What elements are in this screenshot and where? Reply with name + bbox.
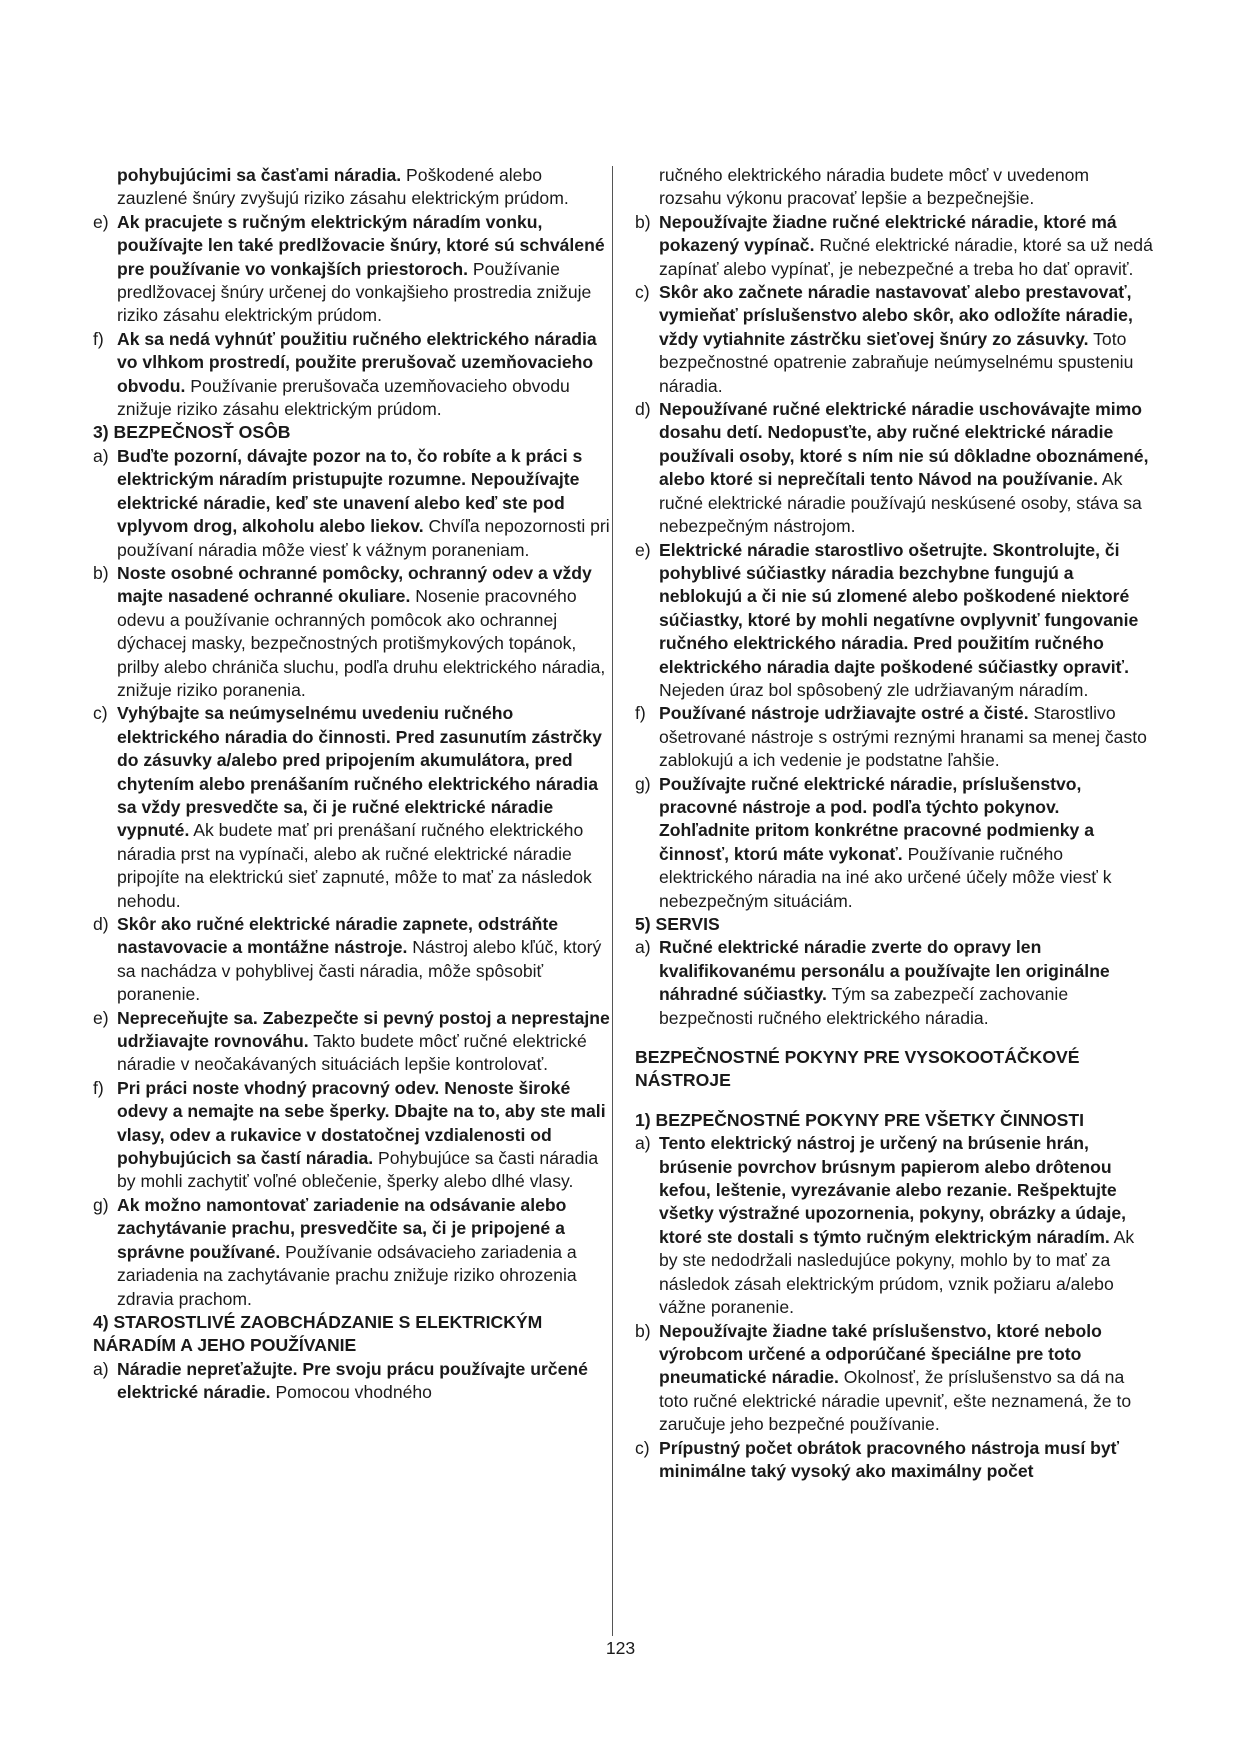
item-label: g): [635, 773, 651, 794]
list-item: [93, 1007, 613, 1077]
item-bold-text: Vyhýbajte sa neúmyselnému uvedeniu ručného elektrického náradia do činnosti. Pred zasunutím zástrčky do zásuvky a/alebo pred pripojením akumulátora, pred chytením alebo prenášaním ručného elektrického náradia sa vždy presvedčte sa, či je ručné elektrické náradie vypnuté.: [117, 703, 602, 841]
list-item: [635, 1320, 1155, 1437]
item-text: Ak ručné elektrické náradie používajú neskúsené osoby, stáva sa nebezpečným nástrojom.: [659, 469, 1142, 537]
item-bold-text: Prípustný počet obrátok pracovného nástroja musí byť minimálne taký vysoký ako maximálny počet: [659, 1437, 1120, 1481]
item-label: f): [93, 1077, 104, 1098]
item-text: Pohybujúce sa časti náradia by mohli zachytiť voľné oblečenie, šperky alebo dlhé vlasy.: [117, 1148, 599, 1192]
list-item: [93, 1194, 613, 1311]
list-item: [93, 445, 613, 562]
item-text: Okolnosť, že príslušenstvo sa dá na toto ručné elektrické náradie upevniť, ešte neznamená, že to zaručuje jeho bezpečné používanie.: [659, 1367, 1132, 1435]
item-text: Takto budete môcť ručné elektrické náradie v neočakávaných situáciách lepšie kontrolovať.: [117, 1031, 587, 1075]
list-item: [635, 1437, 1155, 1484]
list-item: [93, 164, 613, 211]
item-text: Toto bezpečnostné opatrenie zabraňuje neúmyselnému spusteniu náradia.: [659, 328, 1134, 396]
item-bold-text: Nepreceňujte sa. Zabezpečte si pevný postoj a neprestajne udržiavajte rovnováhu.: [117, 1007, 610, 1052]
item-text: Tým sa zabezpečí zachovanie bezpečnosti ručného elektrického náradia.: [659, 984, 1069, 1028]
list-item: [93, 328, 613, 422]
item-bold-text: Noste osobné ochranné pomôcky, ochranný odev a vždy majte nasadené ochranné okuliare.: [117, 562, 592, 607]
item-text: ručného elektrického náradia budete môcť v uvedenom rozsahu výkonu pracovať lepšie a bezpečnejšie.: [659, 165, 1090, 209]
item-bold-text: Tento elektrický nástroj je určený na brúsenie hrán, brúsenie povrchov brúsnym papierom alebo drôtenou kefou, leštenie, vyrezávanie alebo rezanie. Rešpektujte všetky výstražné upozornenia, pokyny, obrázky a údaje, ktoré ste dostali s týmto ručným elektrickým náradím.: [659, 1133, 1127, 1247]
list-item: [635, 539, 1155, 703]
item-text: Nosenie pracovného odevu a používanie ochranných pomôcok ako ochrannej dýchacej masky, bezpečnostných protišmykových topánok, prilby alebo chrániča sluchu, podľa druhu elektrického náradia, znižuje riziko poranenia.: [117, 586, 606, 700]
item-bold-text: pohybujúcimi sa časťami náradia.: [117, 165, 402, 185]
item-text: Nejeden úraz bol spôsobený zle udržiavaným náradím.: [659, 679, 1089, 700]
list-item: [635, 1132, 1155, 1319]
item-text: Chvíľa nepozornosti pri používaní náradia môže viesť k vážnym poraneniam.: [117, 516, 610, 560]
item-bold-text: Nepoužívané ručné elektrické náradie uschovávajte mimo dosahu detí. Nedopusťte, aby ručné elektrické náradie používali osoby, ktoré s ním nie sú dôkladne oboznámené, alebo ktoré si neprečítali tento Návod na používanie.: [659, 399, 1149, 490]
item-bold-text: Pri práci noste vhodný pracovný odev. Nenoste široké odevy a nemajte na sebe šperky. Dbajte na to, aby ste mali vlasy, odev a rukavice v dostatočnej vzdialenosti od pohybujúcich sa častí náradia.: [117, 1077, 606, 1169]
item-label: a): [93, 1358, 109, 1379]
list-item: [93, 562, 613, 702]
item-bold-text: Používajte ručné elektrické náradie, príslušenstvo, pracovné nástroje a pod. podľa týchto pokynov. Zohľadnite pritom konkrétne pracovné podmienky a činnosť, ktorú máte vykonať.: [659, 773, 1094, 864]
item-text: Ručné elektrické náradie, ktoré sa už nedá zapínať alebo vypínať, je nebezpečné a treba ho dať opraviť.: [659, 235, 1153, 279]
page-number: 123: [605, 1638, 636, 1658]
item-label: e): [93, 1007, 109, 1028]
list-item: [93, 211, 613, 328]
item-text: Ak by ste nedodržali nasledujúce pokyny, mohlo by to mať za následok zásah elektrickým prúdom, vznik požiaru a/alebo vážne poranenie.: [659, 1226, 1135, 1318]
item-label: b): [93, 562, 109, 583]
item-bold-text: Náradie nepreťažujte. Pre svoju prácu používajte určené elektrické náradie.: [117, 1358, 588, 1403]
item-label: c): [93, 703, 108, 724]
item-label: a): [635, 1133, 651, 1154]
item-label: e): [635, 539, 651, 560]
item-bold-text: Elektrické náradie starostlivo ošetrujte. Skontrolujte, či pohyblivé súčiastky náradia bezchybne fungujú a neblokujú a či nie sú zlomené alebo poškodené niektoré súčiastky, ktoré by mohli negatívne ovplyvniť fungovanie ručného elektrického náradia. Pred použitím ručného elektrického náradia dajte poškodené súčiastky opraviť.: [659, 539, 1139, 677]
item-text: Pomocou vhodného: [270, 1382, 432, 1403]
spacer: [635, 1030, 1155, 1046]
item-label: a): [93, 445, 109, 466]
spacer: [635, 1093, 1155, 1109]
section-heading: 5) SERVIS: [635, 914, 720, 934]
section-heading: 1) BEZPEČNOSTNÉ POKYNY PRE VŠETKY ČINNOSTI: [635, 1109, 1085, 1130]
item-text: Používanie prerušovača uzemňovacieho obvodu znižuje riziko zásahu elektrickým prúdom.: [117, 375, 570, 420]
right-column: [635, 164, 1155, 1483]
item-bold-text: Buďte pozorní, dávajte pozor na to, čo robíte a k práci s elektrickým náradím pristupujte rozumne. Nepoužívajte elektrické náradie, keď ste unavení alebo keď ste pod vplyvom drog, alkoholu alebo liekov.: [117, 445, 583, 537]
item-text: Poškodené alebo zauzlené šnúry zvyšujú riziko zásahu elektrickým prúdom.: [117, 165, 569, 209]
item-label: c): [635, 1437, 650, 1458]
list-item: [93, 1077, 613, 1194]
item-bold-text: Ak možno namontovať zariadenie na odsávanie alebo zachytávanie prachu, presvedčite sa, či je pripojené a správne používané.: [117, 1194, 567, 1262]
item-text: Ak budete mať pri prenášaní ručného elektrického náradia prst na vypínači, alebo ak ručné elektrické náradie pripojíte na elektrickú sieť zapnuté, môže to mať za následok nehodu.: [117, 820, 592, 911]
item-bold-text: Používané nástroje udržiavajte ostré a čisté.: [659, 703, 1029, 724]
item-text: Starostlivo ošetrované nástroje s ostrými reznými hranami sa menej často zablokujú a ich vedenie je podstatne ľahšie.: [659, 703, 1147, 771]
list-item: [635, 164, 1155, 211]
item-label: a): [635, 937, 651, 958]
list-item: [635, 211, 1155, 281]
item-bold-text: Ručné elektrické náradie zverte do opravy len kvalifikovanému personálu a používajte len originálne náhradné súčiastky.: [659, 937, 1110, 1005]
item-bold-text: Skôr ako začnete náradie nastavovať alebo prestavovať, vymieňať príslušenstvo alebo skôr, ako odložíte náradie, vždy vytiahnite zástrčku sieťovej šnúry zo zásuvky.: [659, 282, 1133, 349]
item-label: d): [635, 399, 651, 420]
item-bold-text: Ak pracujete s ručným elektrickým náradím vonku, používajte len také predlžovacie šnúry, ktoré sú schválené pre používanie vo vonkajších priestoroch.: [117, 211, 605, 279]
item-text: Používanie predlžovacej šnúry určenej do vonkajšieho prostredia znižuje riziko zásahu elektrickým prúdom.: [117, 258, 592, 326]
item-label: b): [635, 1320, 651, 1341]
list-item: [93, 1358, 613, 1405]
section-heading: 3) BEZPEČNOSŤ OSÔB: [93, 422, 291, 443]
item-label: f): [635, 703, 646, 724]
item-text: Používanie ručného elektrického náradia na iné ako určené účely môže viesť k nebezpečným situáciám.: [659, 843, 1112, 911]
list-item: [635, 936, 1155, 1030]
list-item: [93, 702, 613, 913]
item-text: Nástroj alebo kľúč, ktorý sa nachádza v pohyblivej časti náradia, môže spôsobiť poranenie.: [117, 937, 602, 1005]
item-bold-text: Skôr ako ručné elektrické náradie zapnete, odstráňte nastavovacie a montážne nástroje.: [117, 914, 558, 958]
item-text: Používanie odsávacieho zariadenia a zariadenia na zachytávanie prachu znižuje riziko ohrozenia zdravia prachom.: [117, 1241, 577, 1309]
item-bold-text: Ak sa nedá vyhnúť použitiu ručného elektrického náradia vo vlhkom prostredí, použite prerušovač uzemňovacieho obvodu.: [117, 328, 597, 396]
item-bold-text: Nepoužívajte žiadne také príslušenstvo, ktoré nebolo výrobcom určené a odporúčané špeciálne pre toto pneumatické náradie.: [659, 1320, 1102, 1388]
item-label: e): [93, 211, 109, 232]
item-label: d): [93, 914, 109, 934]
list-item: [635, 281, 1155, 398]
item-bold-text: Nepoužívajte žiadne ručné elektrické náradie, ktoré má pokazený vypínač.: [659, 211, 1117, 256]
list-item: [635, 702, 1155, 772]
list-item: [635, 398, 1155, 538]
section-heading: BEZPEČNOSTNÉ POKYNY PRE VYSOKOOTÁČKOVÉ NÁSTROJE: [635, 1047, 1080, 1091]
list-item: [635, 773, 1155, 913]
item-label: b): [635, 211, 651, 232]
section-heading: 4) STAROSTLIVÉ ZAOBCHÁDZANIE S ELEKTRICKÝM NÁRADÍM A JEHO POUŽÍVANIE: [93, 1311, 543, 1356]
column-divider: [612, 166, 613, 1636]
left-column: [93, 164, 613, 1405]
list-item: [93, 913, 613, 1007]
item-label: f): [93, 328, 104, 349]
item-label: g): [93, 1194, 109, 1215]
item-label: c): [635, 282, 650, 303]
